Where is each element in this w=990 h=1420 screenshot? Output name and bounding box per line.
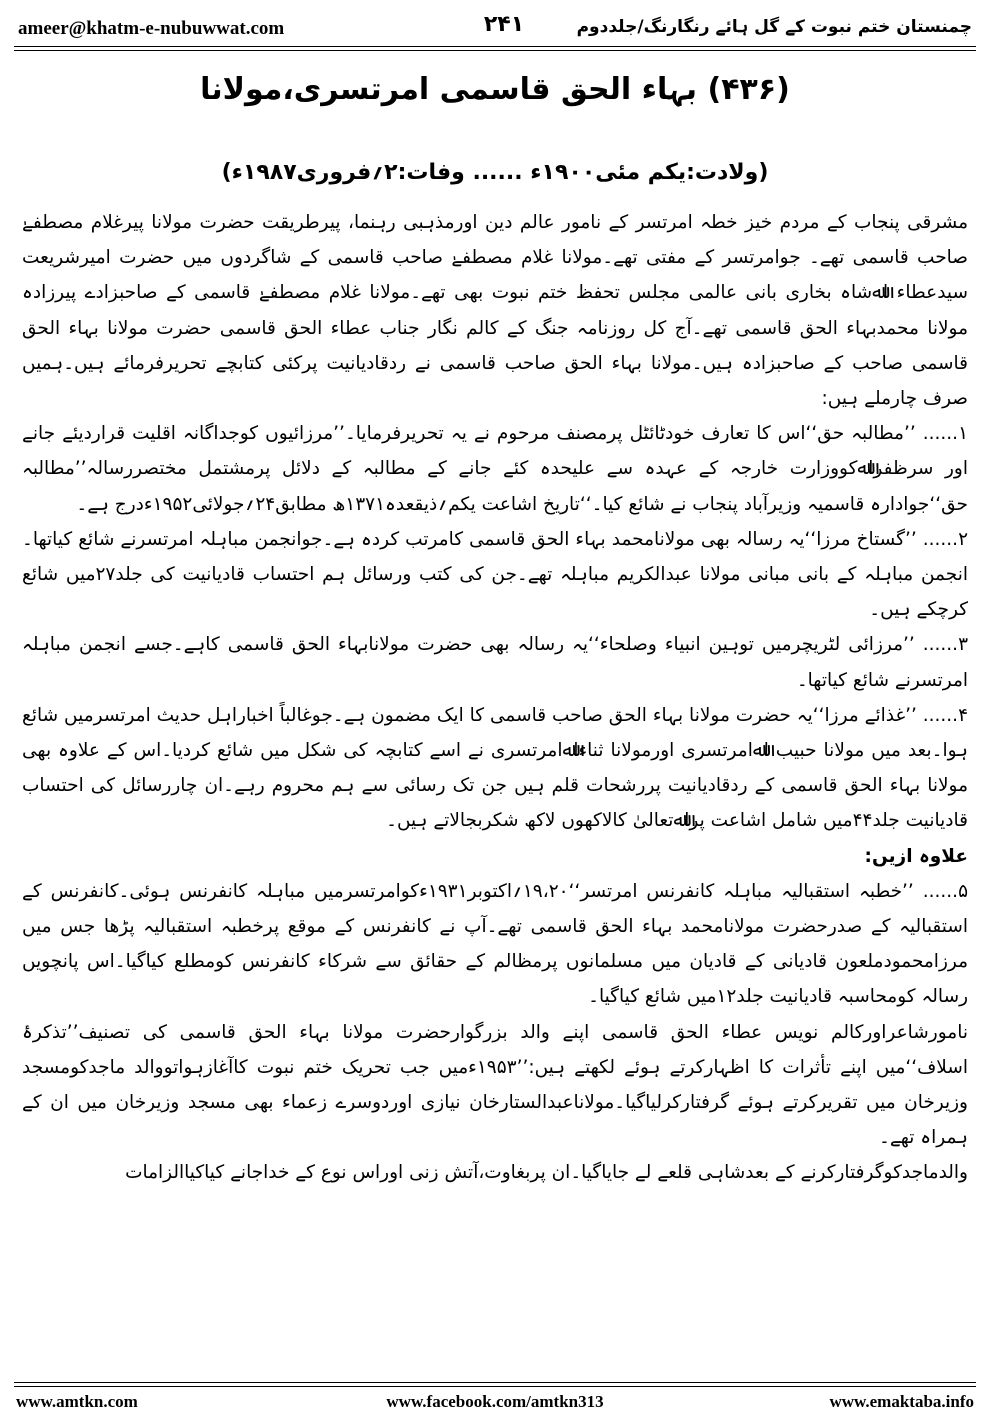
page-header	[14, 10, 976, 44]
header-email: ameer@khatm-e-nubuwwat.com	[18, 18, 285, 39]
header-rule	[14, 46, 976, 47]
header-rule-inner	[14, 50, 976, 51]
footer-rule-inner	[14, 1386, 976, 1387]
page-number: ۲۴۱	[483, 12, 525, 37]
footer-website-link[interactable]: www.amtkn.com	[16, 1392, 138, 1411]
footer-emaktaba-link[interactable]: www.emaktaba.info	[829, 1392, 974, 1411]
paragraph: ۱...... ’’مطالبہ حق‘‘اس کا تعارف خودٹائٹل پرمصنف مرحوم نے یہ تحریرفرمایا۔’’مرزائیوں کوجداگانہ اقلیت قراردیئے جانے اور سرظفراﷲکووزارت خارجہ کے عہدہ سے علیحدہ کئے جانے کے مطالبہ کے دلائل پرمشتمل مختصررسالہ’’مطالبہ حق‘‘جوادارہ قاسمیہ وزیرآباد پنجاب نے شائع کیا۔‘‘تاریخ اشاعت یکم؍ذیقعدہ۱۳۷۱ھ مطابق۲۴؍جولائی۱۹۵۲ءدرج ہے۔	[22, 423, 968, 515]
besides-heading: علاوہ ازیں:	[864, 845, 968, 867]
paragraph: ۴...... ’’غذائے مرزا‘‘یہ حضرت مولانا بہاء الحق صاحب قاسمی کا ایک مضمون ہے۔جوغالباً اخباراہل حدیث امرتسرمیں شائع ہوا۔بعد میں مولانا حبیب اﷲامرتسری اورمولانا ثناءاﷲامرتسری نے اسے کتابچہ کی شکل میں شائع کردیا۔اس کے علاوہ بھی مولانا بہاء الحق قاسمی کے ردقادیانیت پررشحات قلم ہیں جن تک رسائی سے ہم محروم رہے۔ان چاررسائل کی احتساب قادیانیت جلد۴۴میں شامل اشاعت پراﷲتعالیٰ کالاکھوں لاکھ شکربجالاتے ہیں۔	[22, 704, 968, 832]
book-title: چمنستان ختم نبوت کے گل ہائے رنگارنگ/جلددوم	[576, 17, 972, 37]
article-title: (۴۳۶) بہاء الحق قاسمی امرتسری،مولانا	[200, 72, 790, 107]
paragraph: مشرقی پنجاب کے مردم خیز خطہ امرتسر کے نامور عالم دین اورمذہبی رہنما، پیرطریقت حضرت مولانا پیرغلام مصطفےٰ صاحب قاسمی تھے۔ جوامرتسر کے مفتی تھے۔مولانا غلام مصطفےٰ صاحب قاسمی کے شاگردوں میں حضرت امیرشریعت سیدعطاء اﷲشاہ بخاری بانی عالمی مجلس تحفظ ختم نبوت بھی تھے۔مولانا غلام مصطفےٰ قاسمی کے صاحبزادے پیرزادہ مولانا محمدبہاء الحق قاسمی تھے۔آج کل روزنامہ جنگ کے کالم نگار جناب عطاء الحق قاسمی حضرت مولانا بہاء الحق قاسمی صاحب کے صاحبزادہ ہیں۔مولانا بہاء الحق صاحب قاسمی نے ردقادیانیت پرکئی کتابچے تحریرفرمائے ہیں۔ہمیں صرف چارملے ہیں:	[22, 212, 968, 410]
paragraph: ۵...... ’’خطبہ استقبالیہ مباہلہ کانفرنس امرتسر‘‘۱۹،۲۰؍اکتوبر۱۹۳۱ءکوامرتسرمیں مباہلہ کانفرنس ہوئی۔کانفرنس کے استقبالیہ کے صدرحضرت مولانامحمد بہاء الحق قاسمی تھے۔آپ نے کانفرنس کے موقع پرخطبہ استقبالیہ پڑھا جس میں مرزامحمودملعون قادیانی کے قادیان میں مسلمانوں پرمظالم کے حقائق سے شرکاء کانفرنس کومطلع کیاگیا۔اس پانچویں رسالہ کومحاسبہ قادیانیت جلد۱۲میں شائع کیاگیا۔	[22, 880, 968, 1008]
page-footer	[14, 1392, 976, 1414]
paragraph: ۳...... ’’مرزائی لٹریچرمیں توہین انبیاء وصلحاء‘‘یہ رسالہ بھی حضرت مولانابہاء الحق قاسمی کاہے۔جسے انجمن مباہلہ امرتسرنے شائع کیاتھا۔	[22, 634, 968, 691]
article-body	[22, 205, 968, 1375]
article-dates: (ولادت:یکم مئی۱۹۰۰ء ...... وفات:۲؍فروری۱۹۸۷ء)	[221, 160, 769, 185]
paragraph: والدماجدکوگرفتارکرنے کے بعدشاہی قلعے لے جایاگیا۔ان پربغاوت،آتش زنی اوراس نوع کے خداجانے کیاکیاالزامات	[125, 1162, 968, 1184]
paragraph: نامورشاعراورکالم نویس عطاء الحق قاسمی اپنے والد بزرگوارحضرت مولانا بہاء الحق قاسمی کی تصنیف’’تذکرۂ اسلاف‘‘میں اپنے تأثرات کا اظہارکرتے ہوئے لکھتے ہیں:’’۱۹۵۳ءمیں جب تحریک ختم نبوت کاآغازہواتووالد ماجدکومسجد وزیرخان میں تقریرکرتے ہوئے گرفتارکرلیاگیا۔مولاناعبدالستارخان نیازی اوردوسرے زعماء بھی مسجد وزیرخان میں ان کے ہمراہ تھے۔	[22, 1021, 968, 1149]
footer-rule	[14, 1382, 976, 1383]
paragraph: ۲...... ’’گستاخ مرزا‘‘یہ رسالہ بھی مولانامحمد بہاء الحق قاسمی کامرتب کردہ ہے۔جوانجمن مباہلہ امرتسرنے شائع کیاتھا۔انجمن مباہلہ کے بانی مبانی مولانا عبدالکریم مباہلہ تھے۔جن کی کتب ورسائل ہم احتساب قادیانیت کی جلد۲۷میں شائع کرچکے ہیں۔	[22, 528, 968, 621]
footer-facebook-link[interactable]: www.facebook.com/amtkn313	[386, 1392, 604, 1411]
